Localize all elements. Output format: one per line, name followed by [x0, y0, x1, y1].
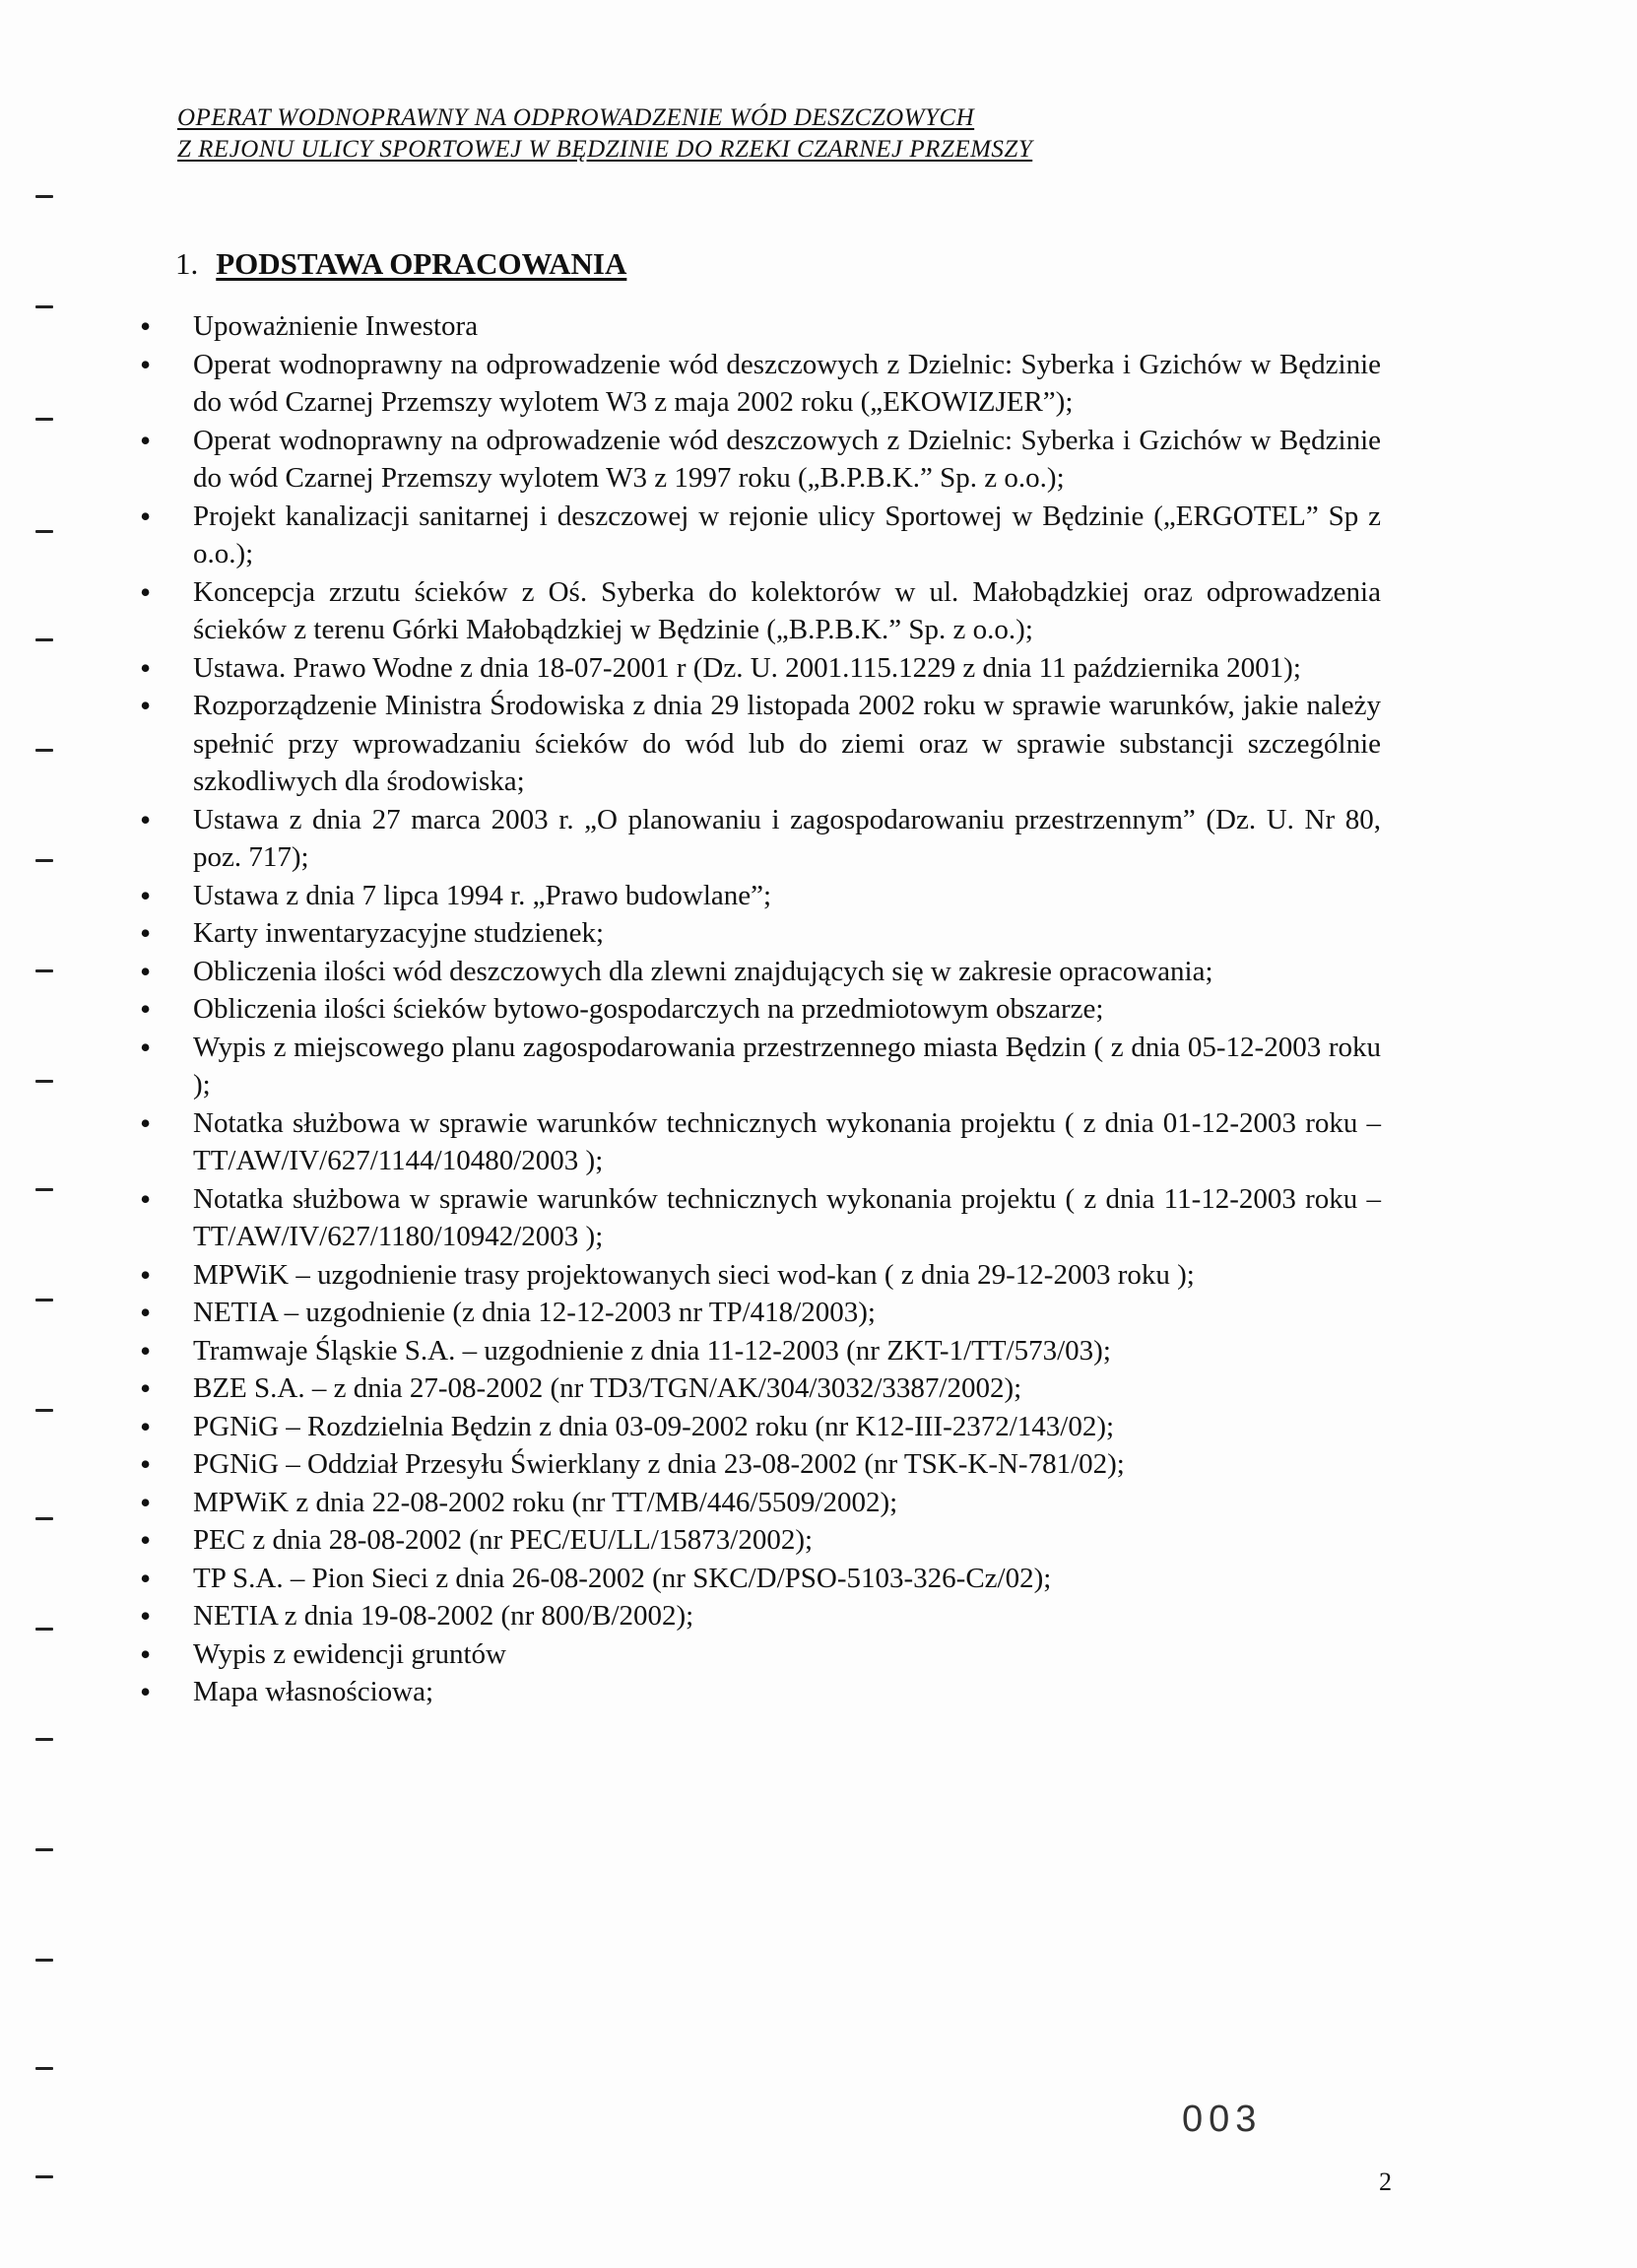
- margin-mark: [35, 1738, 53, 1741]
- document-header: [177, 102, 1162, 166]
- list-item: • BZE S.A. – z dnia 27-08-2002 (nr TD3/TGN/AK/304/3032/3387/2002);: [140, 1369, 1381, 1408]
- margin-mark: [35, 2175, 53, 2178]
- list-item: • Notatka służbowa w sprawie warunków technicznych wykonania projektu ( z dnia 01-12-2003 roku – TT/AW/IV/627/1144/10480/2003 );: [140, 1104, 1381, 1180]
- section-title: [175, 246, 626, 282]
- list-item: • Obliczenia ilości ścieków bytowo-gospodarczych na przedmiotowym obszarze;: [140, 990, 1381, 1029]
- list-item: • Operat wodnoprawny na odprowadzenie wód deszczowych z Dzielnic: Syberka i Gzichów w Będzinie do wód Czarnej Przemszy wylotem W3 z 1997 roku („B.P.B.K.” Sp. z o.o.);: [140, 422, 1381, 498]
- margin-mark: [35, 195, 53, 198]
- margin-mark: [35, 1299, 53, 1301]
- list-item: • PEC z dnia 28-08-2002 (nr PEC/EU/LL/15873/2002);: [140, 1521, 1381, 1560]
- list-item: • PGNiG – Oddział Przesyłu Świerklany z dnia 23-08-2002 (nr TSK-K-N-781/02);: [140, 1445, 1381, 1484]
- list-item: • NETIA – uzgodnienie (z dnia 12-12-2003 nr TP/418/2003);: [140, 1294, 1381, 1332]
- list-item: • Ustawa. Prawo Wodne z dnia 18-07-2001 r (Dz. U. 2001.115.1229 z dnia 11 października 2001);: [140, 649, 1381, 688]
- list-item: • Rozporządzenie Ministra Środowiska z dnia 29 listopada 2002 roku w sprawie warunków, jakie należy spełnić przy wprowadzaniu ścieków do wód lub do ziemi oraz w sprawie substancji szczególnie szkodliwych dla środowiska;: [140, 687, 1381, 801]
- list-item: • Operat wodnoprawny na odprowadzenie wód deszczowych z Dzielnic: Syberka i Gzichów w Będzinie do wód Czarnej Przemszy wylotem W3 z maja 2002 roku („EKOWIZJER”);: [140, 346, 1381, 422]
- list-item: • MPWiK – uzgodnienie trasy projektowanych sieci wod-kan ( z dnia 29-12-2003 roku );: [140, 1256, 1381, 1295]
- margin-mark: [35, 305, 53, 308]
- margin-mark: [35, 1080, 53, 1083]
- page-number: 2: [1379, 2168, 1392, 2196]
- list-item: • Wypis z miejscowego planu zagospodarowania przestrzennego miasta Będzin ( z dnia 05-12-2003 roku );: [140, 1029, 1381, 1104]
- margin-mark: [35, 418, 53, 421]
- sheet-stamp-number: 003: [1182, 2099, 1263, 2140]
- list-item: • Karty inwentaryzacyjne studzienek;: [140, 914, 1381, 953]
- section-number: 1.: [175, 246, 199, 281]
- list-item: • Ustawa z dnia 7 lipca 1994 r. „Prawo budowlane”;: [140, 877, 1381, 915]
- list-item: • Koncepcja zrzutu ścieków z Oś. Syberka do kolektorów w ul. Małobądzkiej oraz odprowadzenia ścieków z terenu Górki Małobądzkiej w Będzinie („B.P.B.K.” Sp. z o.o.);: [140, 573, 1381, 649]
- margin-mark: [35, 1959, 53, 1962]
- margin-mark: [35, 1848, 53, 1851]
- list-item: • Obliczenia ilości wód deszczowych dla zlewni znajdujących się w zakresie opracowania;: [140, 953, 1381, 991]
- margin-mark: [35, 1188, 53, 1191]
- basis-list: [140, 307, 1381, 1711]
- list-item: • NETIA z dnia 19-08-2002 (nr 800/B/2002);: [140, 1597, 1381, 1635]
- list-item: • Mapa własnościowa;: [140, 1673, 1381, 1711]
- margin-mark: [35, 859, 53, 862]
- list-item: • TP S.A. – Pion Sieci z dnia 26-08-2002 (nr SKC/D/PSO-5103-326-Cz/02);: [140, 1560, 1381, 1598]
- margin-mark: [35, 1517, 53, 1520]
- list-item: • Tramwaje Śląskie S.A. – uzgodnienie z dnia 11-12-2003 (nr ZKT-1/TT/573/03);: [140, 1332, 1381, 1370]
- margin-mark: [35, 749, 53, 752]
- list-item: • PGNiG – Rozdzielnia Będzin z dnia 03-09-2002 roku (nr K12-III-2372/143/02);: [140, 1408, 1381, 1446]
- list-item: • Wypis z ewidencji gruntów: [140, 1635, 1381, 1674]
- margin-mark: [35, 638, 53, 641]
- margin-mark: [35, 1628, 53, 1631]
- margin-mark: [35, 2067, 53, 2070]
- margin-mark: [35, 1409, 53, 1412]
- list-item: • Upoważnienie Inwestora: [140, 307, 1381, 346]
- header-line-1: OPERAT WODNOPRAWNY NA ODPROWADZENIE WÓD DESZCZOWYCH: [177, 104, 975, 131]
- list-item: • MPWiK z dnia 22-08-2002 roku (nr TT/MB/446/5509/2002);: [140, 1484, 1381, 1522]
- list-item: • Projekt kanalizacji sanitarnej i deszczowej w rejonie ulicy Sportowej w Będzinie („ERGOTEL” Sp z o.o.);: [140, 498, 1381, 573]
- section-title-text: PODSTAWA OPRACOWANIA: [216, 246, 627, 281]
- list-item: • Notatka służbowa w sprawie warunków technicznych wykonania projektu ( z dnia 11-12-2003 roku – TT/AW/IV/627/1180/10942/2003 );: [140, 1180, 1381, 1256]
- margin-mark: [35, 969, 53, 972]
- list-item: • Ustawa z dnia 27 marca 2003 r. „O planowaniu i zagospodarowaniu przestrzennym” (Dz. U. Nr 80, poz. 717);: [140, 801, 1381, 877]
- header-line-2: Z REJONU ULICY SPORTOWEJ W BĘDZINIE DO RZEKI CZARNEJ PRZEMSZY: [177, 136, 1033, 163]
- margin-mark: [35, 530, 53, 533]
